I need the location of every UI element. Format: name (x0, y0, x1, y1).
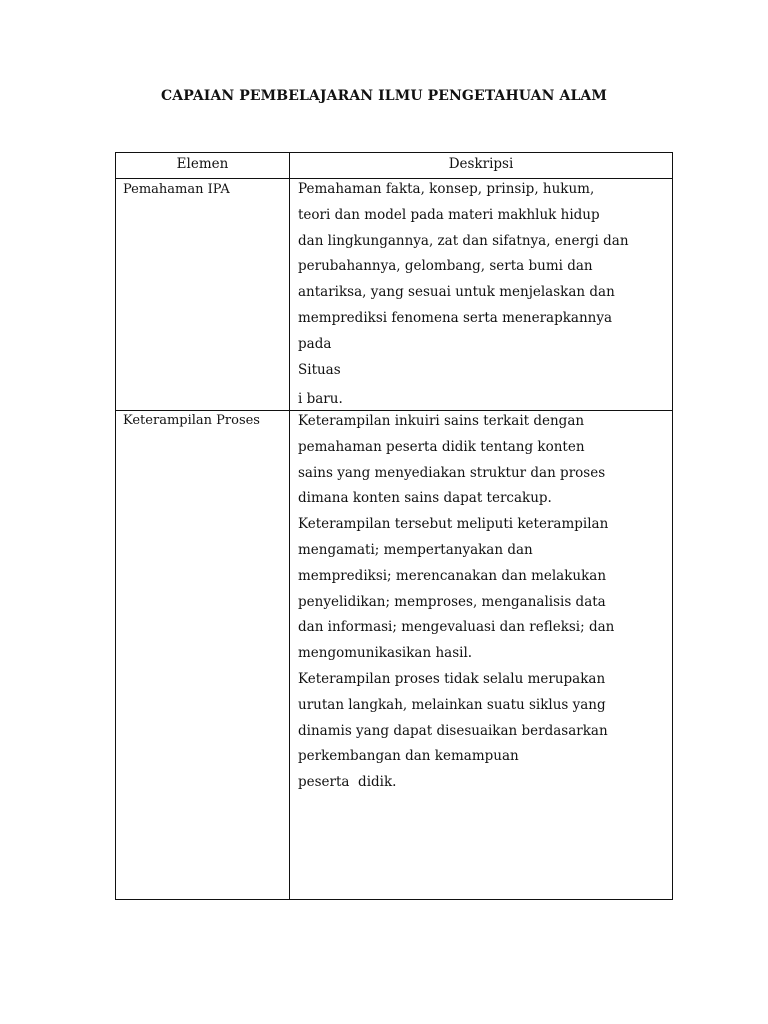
row-deskripsi-keterampilan-proses (298, 409, 670, 796)
desc-line: dimana konten sains dapat tercakup. (298, 490, 552, 507)
desc-line: Situas (298, 361, 341, 378)
desc-line: memprediksi; merencanakan dan melakukan (298, 567, 607, 584)
desc-line: teori dan model pada materi makhluk hidup (298, 206, 600, 223)
row-elemen-keterampilan-proses: Keterampilan Proses (123, 413, 260, 428)
desc-line: peserta didik. (298, 774, 397, 791)
header-deskripsi: Deskripsi (448, 156, 514, 172)
desc-line: mengomunikasikan hasil. (298, 645, 473, 662)
desc-line: pemahaman peserta didik tentang konten (298, 438, 585, 455)
desc-line: dan informasi; mengevaluasi dan refleksi; dan (298, 619, 615, 636)
desc-line: mengamati; mempertanyakan dan (298, 541, 533, 558)
desc-line: dinamis yang dapat disesuaikan berdasarkan (298, 722, 608, 739)
desc-line: urutan langkah, melainkan suatu siklus yang (298, 696, 606, 713)
desc-line: antariksa, yang sesuai untuk menjelaskan dan (298, 284, 615, 301)
desc-line: Keterampilan tersebut meliputi keterampilan (298, 516, 609, 533)
row-elemen-pemahaman-ipa: Pemahaman IPA (123, 182, 230, 197)
cp-table (115, 152, 673, 900)
desc-line: pada (298, 335, 332, 352)
header-elemen: Elemen (176, 156, 229, 172)
desc-line: penyelidikan; memproses, menganalisis data (298, 593, 606, 610)
desc-line: dan lingkungannya, zat dan sifatnya, energi dan (298, 232, 629, 249)
desc-line: perkembangan dan kemampuan (298, 748, 519, 765)
column-divider (289, 153, 290, 899)
desc-line: memprediksi fenomena serta menerapkannya (298, 309, 613, 326)
desc-line: Pemahaman fakta, konsep, prinsip, hukum, (298, 181, 595, 197)
desc-line: sains yang menyediakan struktur dan proses (298, 464, 606, 481)
desc-line: i baru. (298, 391, 343, 408)
desc-line: Keterampilan proses tidak selalu merupakan (298, 670, 606, 687)
desc-line: Keterampilan inkuiri sains terkait dengan (298, 413, 585, 429)
desc-line: perubahannya, gelombang, serta bumi dan (298, 258, 593, 275)
document-title: CAPAIAN PEMBELAJARAN ILMU PENGETAHUAN ALAM (161, 88, 607, 104)
row-deskripsi-pemahaman-ipa (298, 177, 670, 407)
